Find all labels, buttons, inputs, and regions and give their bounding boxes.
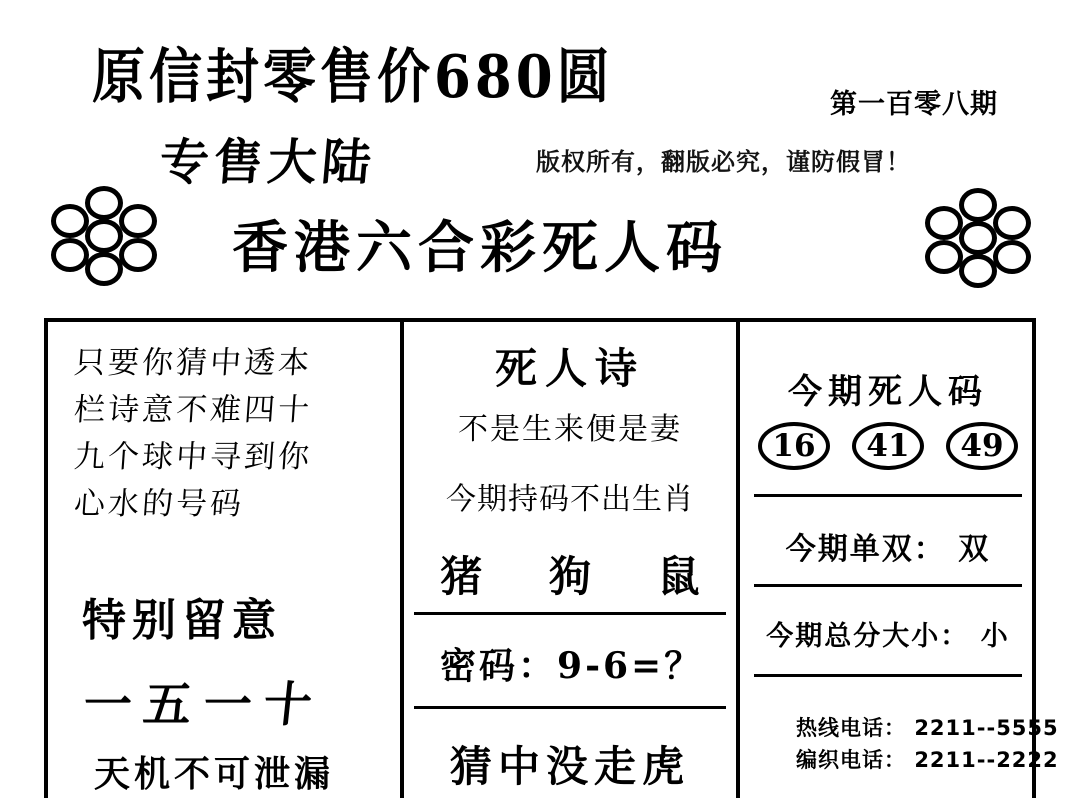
- mainland-exclusive-heading: 专售大陆: [157, 133, 379, 191]
- hotline-value: 2211--5555: [914, 716, 1059, 740]
- odd-even-row: [740, 524, 1036, 568]
- divider: [414, 706, 726, 709]
- copyright-notice: 版权所有，翻版必究，谨防假冒！: [536, 148, 911, 176]
- flower-ornament-icon: [48, 186, 160, 286]
- excluded-zodiac-values: 猪 狗 鼠: [440, 552, 726, 601]
- weaving-phone-label: 编织电话：: [796, 748, 906, 772]
- secret-code-value: 9-6=？: [557, 645, 704, 687]
- number-ball: 49: [946, 422, 1018, 470]
- motto-text: 天机不可泄漏: [94, 753, 335, 795]
- secret-code-row: [440, 638, 703, 689]
- divider: [414, 612, 726, 615]
- intro-line: 九个球中寻到你: [72, 439, 314, 475]
- number-ball: 16: [758, 422, 830, 470]
- retail-price-heading: 原信封零售价680圆: [92, 42, 614, 112]
- size-label: 今期总分大小：: [766, 621, 970, 652]
- poem-title: 死人诗: [494, 344, 645, 393]
- size-row: [740, 614, 1036, 653]
- bottom-slogan: 猜中没走虎: [449, 742, 690, 791]
- weaving-phone-row: [796, 744, 1059, 774]
- special-notice-numbers: 一五一十: [80, 677, 327, 733]
- secret-code-label: 密码：: [440, 645, 558, 687]
- left-column: [48, 322, 400, 798]
- divider: [754, 494, 1022, 497]
- flower-ornament-icon: [922, 188, 1034, 288]
- winning-numbers-list: [740, 422, 1036, 470]
- intro-line: 只要你猜中透本: [72, 345, 314, 381]
- right-column: [740, 322, 1059, 798]
- odd-even-value: 双: [958, 532, 991, 567]
- poem-verse: 不是生来便是妻: [458, 412, 682, 447]
- divider: [754, 674, 1022, 677]
- weaving-phone-value: 2211--2222: [914, 748, 1059, 772]
- issue-number: 第一百零八期: [830, 89, 998, 120]
- winning-numbers-title: 今期死人码: [788, 372, 988, 412]
- divider: [754, 584, 1022, 587]
- hotline-label: 热线电话：: [796, 716, 906, 740]
- intro-line: 心水的号码: [72, 486, 246, 522]
- size-value: 小: [980, 621, 1010, 652]
- content-frame: [44, 318, 1059, 798]
- middle-column: [400, 322, 740, 798]
- excluded-zodiac-label: 今期持码不出生肖: [446, 482, 694, 517]
- intro-text-block: [74, 340, 384, 528]
- odd-even-label: 今期单双：: [785, 532, 946, 567]
- special-notice-title: 特别留意: [82, 595, 282, 646]
- intro-line: 栏诗意不难四十: [72, 392, 314, 428]
- number-ball: 41: [852, 422, 924, 470]
- page-title: 香港六合彩死人码: [232, 215, 728, 281]
- hotline-row: [796, 712, 1059, 742]
